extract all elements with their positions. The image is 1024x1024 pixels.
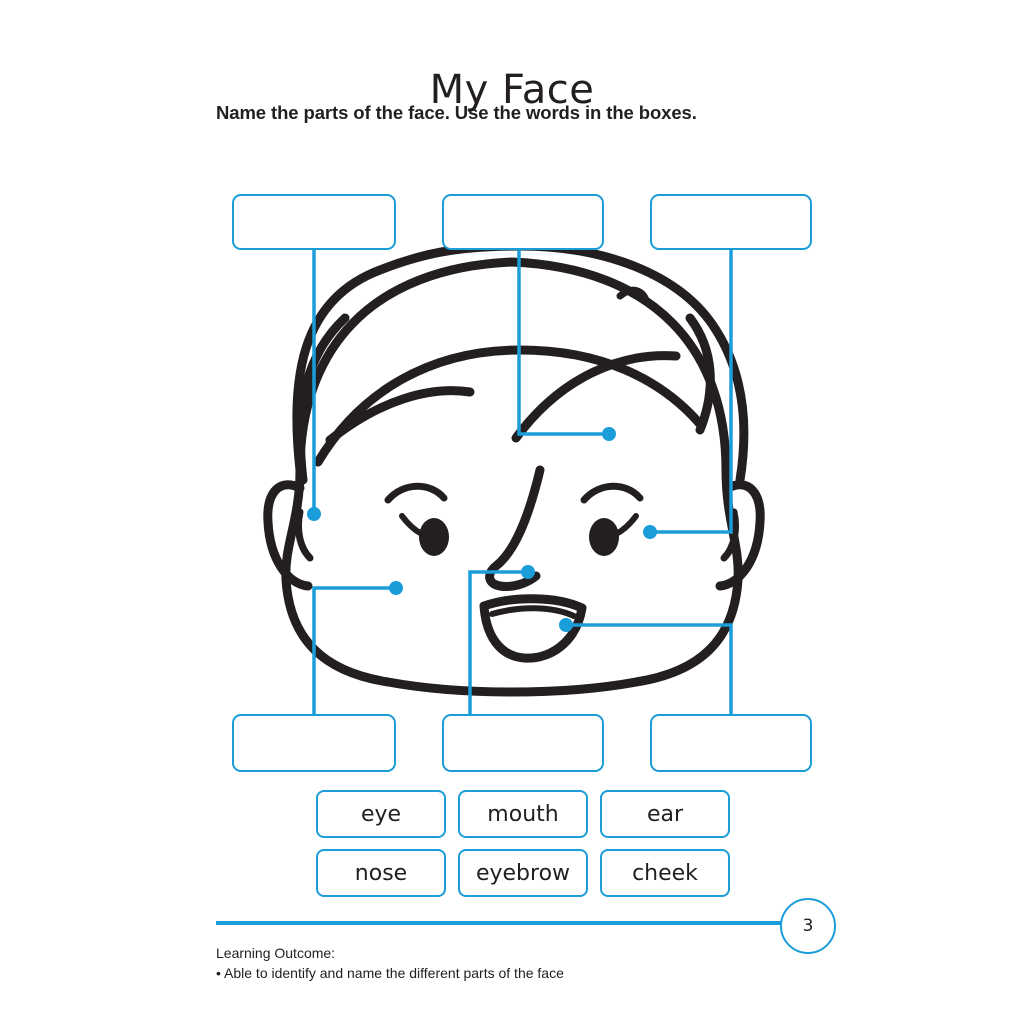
footer-divider: [216, 921, 786, 925]
answer-box-top-right[interactable]: [650, 194, 812, 250]
answer-box-bottom-right[interactable]: [650, 714, 812, 772]
word-bank-item-nose[interactable]: nose: [316, 849, 446, 897]
word-bank-item-mouth[interactable]: mouth: [458, 790, 588, 838]
answer-box-bottom-center[interactable]: [442, 714, 604, 772]
word-bank-item-cheek[interactable]: cheek: [600, 849, 730, 897]
page-number-badge: 3: [780, 898, 836, 954]
instruction-text: Name the parts of the face. Use the words in the boxes.: [216, 102, 697, 123]
learning-outcome-item: • Able to identify and name the different parts of the face: [216, 965, 564, 981]
answer-box-top-center[interactable]: [442, 194, 604, 250]
word-bank-item-eyebrow[interactable]: eyebrow: [458, 849, 588, 897]
learning-outcome-title: Learning Outcome:: [216, 945, 336, 961]
page-title: My Face: [429, 66, 595, 113]
answer-box-bottom-left[interactable]: [232, 714, 396, 772]
word-bank-item-eye[interactable]: eye: [316, 790, 446, 838]
answer-box-top-left[interactable]: [232, 194, 396, 250]
word-bank-item-ear[interactable]: ear: [600, 790, 730, 838]
